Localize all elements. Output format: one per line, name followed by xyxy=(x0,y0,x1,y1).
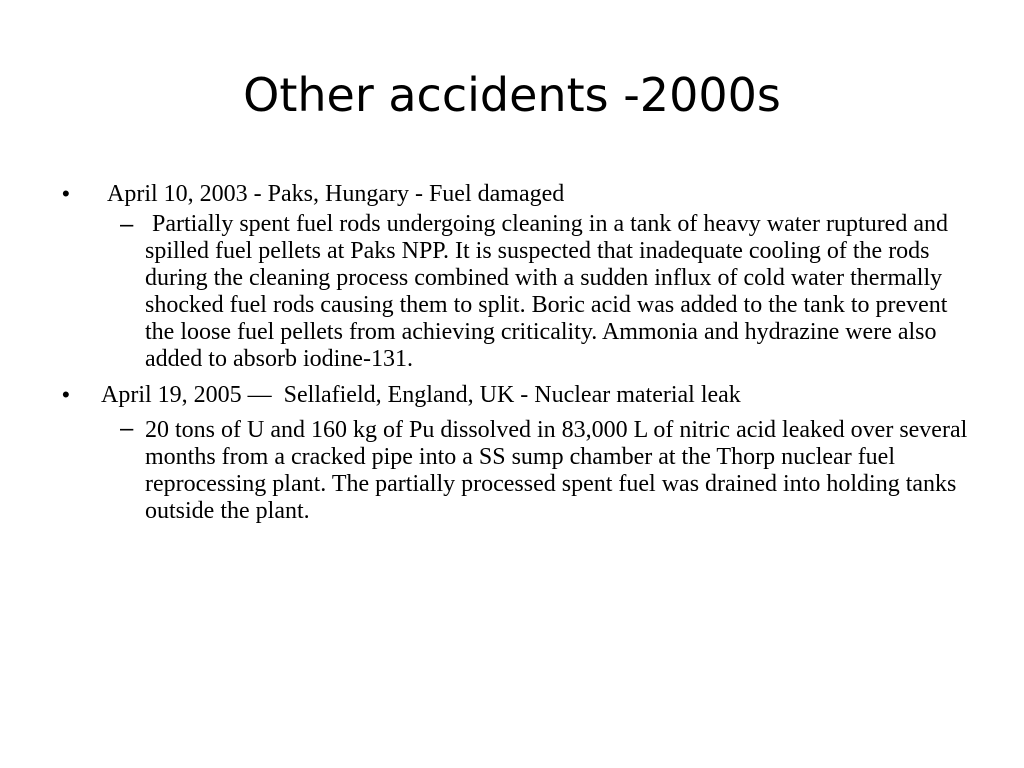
dash-icon: – xyxy=(120,415,134,442)
sub-text-1: Partially spent fuel rods undergoing cleaning in a tank of heavy water ruptured and spilled fuel pellets at Paks NPP. It is suspected that inadequate cooling of the rods during the cleaning process combined with a sudden influx of cold water thermally shocked fuel rods causing them to split. Boric acid was added to the tank to prevent the loose fuel pellets from achieving criticality. Ammonia and hydrazine were also added to absorb iodine-131. xyxy=(145,211,948,372)
sub-item-2 xyxy=(0,417,1024,525)
bullet-icon: • xyxy=(62,181,70,206)
bullet-text-2: April 19, 2005 — Sellafield, England, UK - Nuclear material leak xyxy=(101,382,741,408)
sub-text-2: 20 tons of U and 160 kg of Pu dissolved in 83,000 L of nitric acid leaked over several months from a cracked pipe into a SS sump chamber at the Thorp nuclear fuel reprocessing plant. The partially processed spent fuel was drained into holding tanks outside the plant. xyxy=(145,417,968,524)
slide-title: Other accidents -2000s xyxy=(243,68,781,122)
bullet-icon: • xyxy=(62,382,70,407)
bullet-text-1: April 10, 2003 - Paks, Hungary - Fuel damaged xyxy=(107,181,565,207)
dash-icon: – xyxy=(120,211,134,238)
bullet-item-2 xyxy=(0,381,1024,409)
slide-content xyxy=(0,180,1024,525)
sub-item-1 xyxy=(0,211,1024,373)
bullet-item-1 xyxy=(0,180,1024,208)
